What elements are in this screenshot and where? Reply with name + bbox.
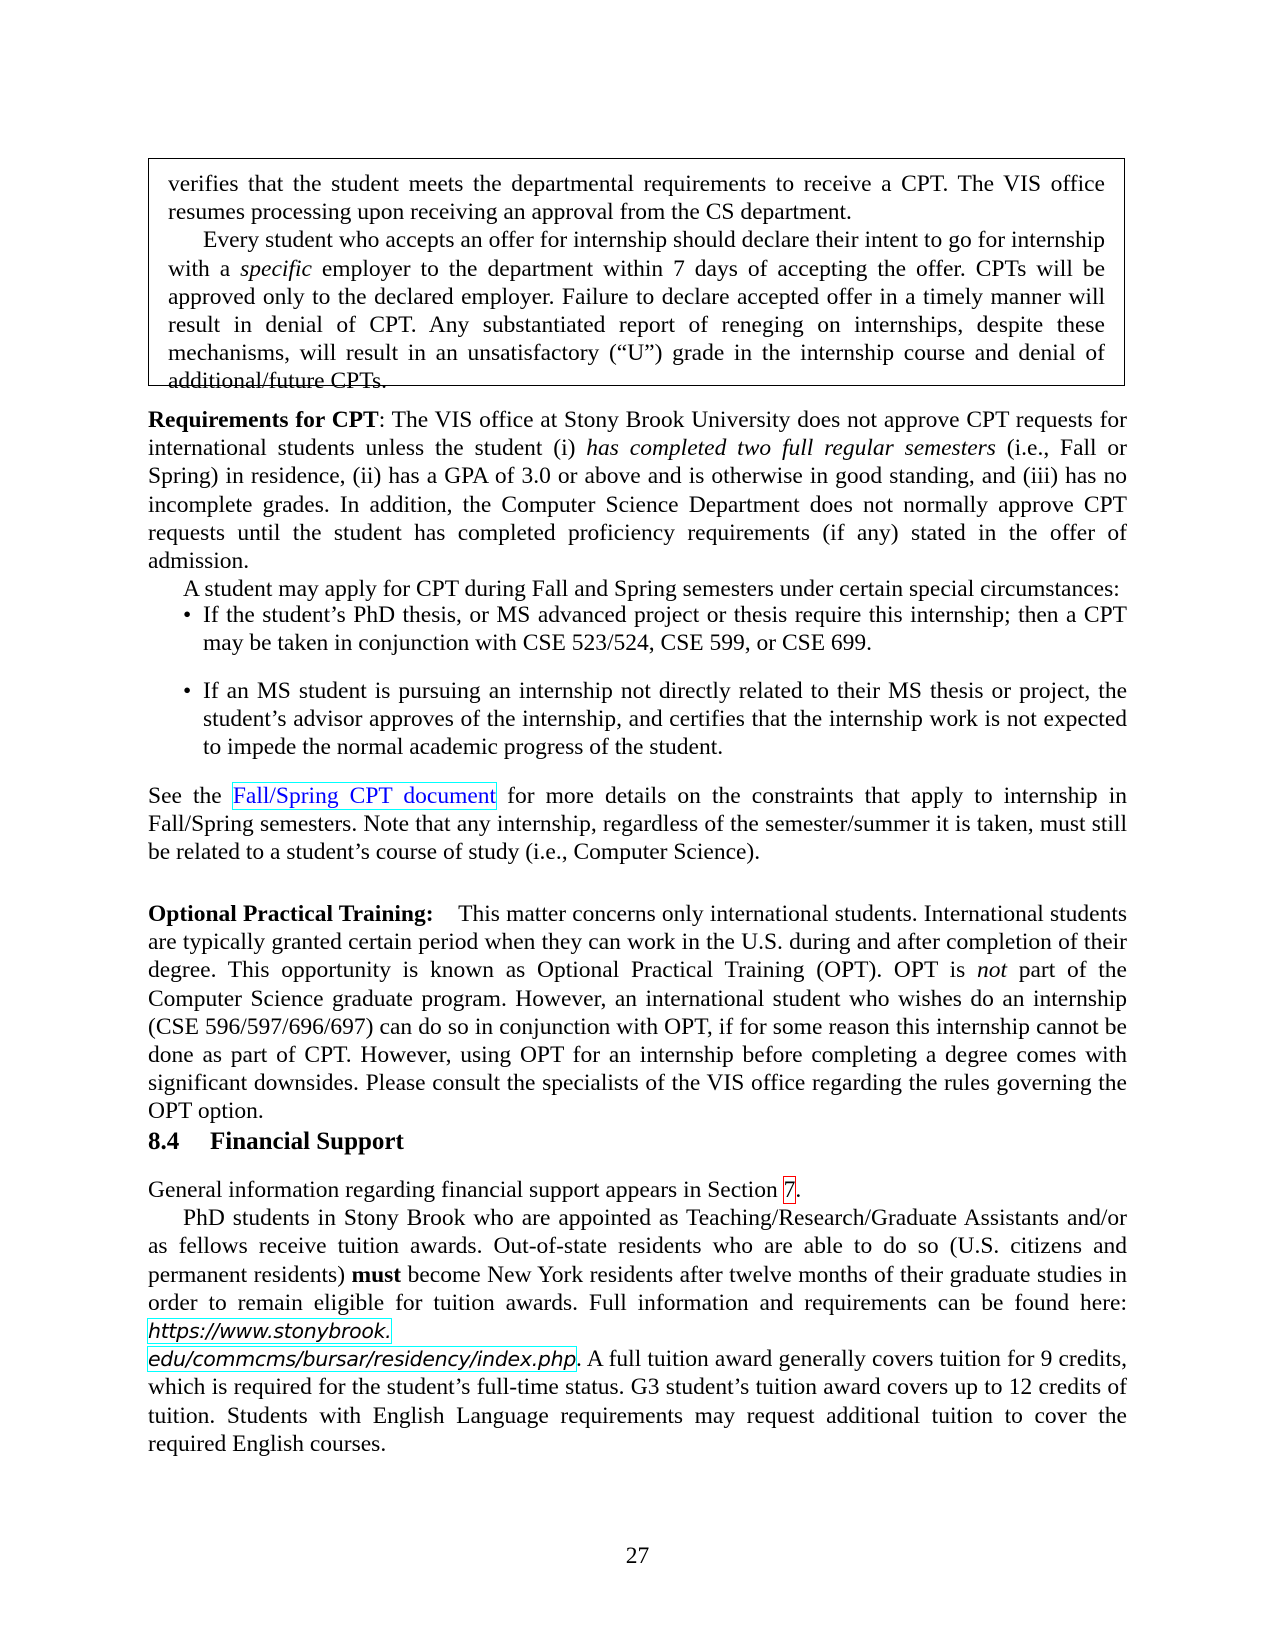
section-7-link[interactable]: 7 (783, 1177, 796, 1203)
text: (i.e., Fall or Spring) in residence, (ii) has a GPA of 3.0 or above and is otherwise in good standing, and (iii) has no incomplete grades. In addition, the Computer Science Department does not normally approve CPT requests until the student has completed proficiency requirements (if any) stated in the offer of admission. (148, 435, 1127, 575)
requirements-section (148, 406, 1127, 603)
list-item (148, 677, 1127, 762)
text: . (795, 1177, 802, 1203)
text: for more details on the constraints that apply to internship in Fall/Spring semesters. Note that any internship, regardless of the semester/summer it is taken, must still be related to a student’s course of study (i.e., Computer Science). (148, 783, 1127, 866)
text: Every student who accepts an offer for internship should declare their intent to go for internship with a (168, 227, 1105, 282)
see-paragraph (148, 782, 1127, 867)
see-paragraph-block (148, 782, 1127, 867)
text: This matter concerns only international students. International students are typically granted certain period when they can work in the U.S. during and after completion of their degree. This opportunity is known as Optional Practical Training (OPT). OPT is (148, 901, 1127, 984)
box-paragraph-1: verifies that the student meets the departmental requirements to receive a CPT. The VIS office resumes processing upon receiving an approval from the CS department. (168, 171, 1105, 226)
section-number: 8.4 (148, 1128, 180, 1155)
text: : The VIS office at Stony Brook University does not approve CPT requests for international students unless the student (i) (148, 407, 1127, 462)
financial-section (148, 1128, 1127, 1156)
text: See the (148, 783, 233, 809)
emphasis: has completed two full regular semesters (586, 435, 996, 462)
circumstances-list (148, 601, 1127, 657)
residency-url-link[interactable]: https://www.stonybrook. (148, 1319, 392, 1344)
financial-paragraph-1 (148, 1176, 1127, 1204)
list-item-text: If the student’s PhD thesis, or MS advanced project or thesis require this internship; then a CPT may be taken in conjunction with CSE 523/524, CSE 599, or CSE 699. (203, 602, 1127, 657)
requirements-paragraph (148, 406, 1127, 575)
section-title: Financial Support (210, 1128, 404, 1155)
text: General information regarding financial support appears in Section (148, 1177, 784, 1203)
financial-body (148, 1176, 1127, 1458)
emphasis: not (976, 957, 1008, 984)
bold-text: must (351, 1261, 402, 1288)
bullet-icon: • (183, 678, 192, 704)
text: part of the Computer Science graduate program. However, an international student who wishes do an internship (CSE 596/597/696/697) can do so in conjunction with OPT, if for some reason this internship cannot be done as part of CPT. However, using OPT for an internship before completing a degree comes with significant downsides. Please consult the specialists of the VIS office regarding the rules governing the OPT option. (148, 957, 1127, 1125)
opt-paragraph (148, 900, 1127, 1126)
fall-spring-cpt-document-link[interactable]: Fall/Spring CPT document (232, 783, 497, 809)
framed-note-box (148, 158, 1125, 395)
emphasis: specific (240, 255, 312, 282)
text: employer to the department within 7 days of accepting the offer. CPTs will be approved only to the declared employer. Failure to declare accepted offer in a timely manner will result in denial of CPT. Any substantiated report of reneging on internships, despite these mechanisms, will result in an unsatisfactory (“U”) grade in the internship course and denial of additional/future CPTs. (168, 255, 1105, 395)
requirements-paragraph-2: A student may apply for CPT during Fall and Spring semesters under certain special circumstances: (183, 576, 1120, 603)
section-heading (148, 1128, 1127, 1156)
text: PhD students in Stony Brook who are appointed as Teaching/Research/Graduate Assistants and/or as fellows receive tuition awards. Out-of-state residents who are able to do so (U.S. citizens and permanent residents) (148, 1205, 1127, 1288)
bullet-icon: • (183, 602, 192, 628)
opt-heading: Optional Practical Training: (148, 901, 434, 927)
opt-section (148, 900, 1127, 1126)
page-number: 27 (625, 1543, 650, 1569)
requirements-heading: Requirements for CPT (148, 407, 379, 433)
list-item (148, 601, 1127, 657)
residency-url-link-cont[interactable]: edu/commcms/bursar/residency/index.php (148, 1347, 577, 1372)
text: become New York residents after twelve months of their graduate studies in order to remain eligible for tuition awards. Full information and requirements can be found here: (148, 1261, 1127, 1316)
circumstances-list-2 (148, 677, 1127, 762)
financial-paragraph-2 (148, 1204, 1127, 1458)
list-item-text: If an MS student is pursuing an internship not directly related to their MS thesis or project, the student’s advisor approves of the internship, and certifies that the internship work is not expected to impede the normal academic progress of the student. (203, 678, 1127, 761)
box-paragraph-2 (168, 226, 1105, 395)
text: . A full tuition award generally covers tuition for 9 credits, which is required for the student’s full-time status. G3 student’s tuition award covers up to 12 credits of tuition. Students with English Language requirements may request additional tuition to cover the required English courses. (148, 1346, 1127, 1457)
